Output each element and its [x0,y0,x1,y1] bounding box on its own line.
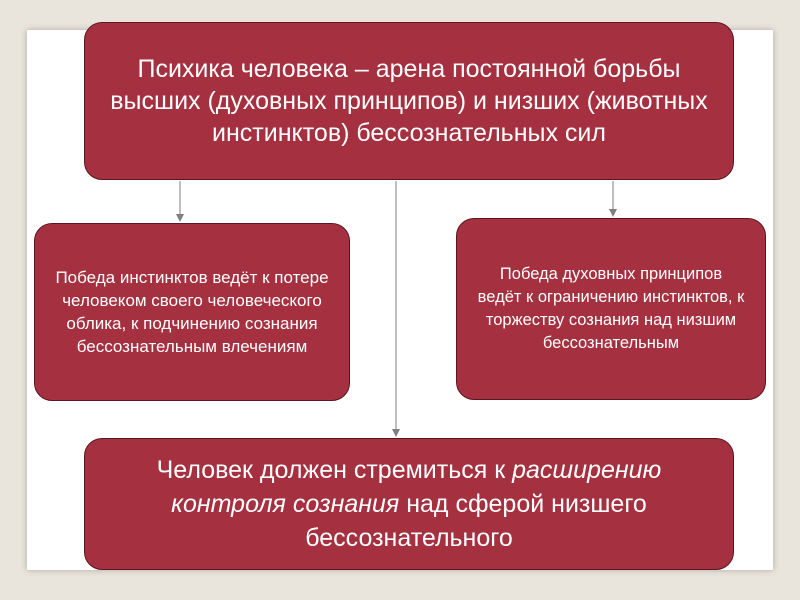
spiritual-victory-box [456,218,766,400]
conclusion-part1: Человек должен стремиться к [156,456,513,484]
conclusion-text [115,453,703,555]
conclusion-box [84,438,734,570]
conclusion-part2: над сферой низшего бессознательного [305,490,647,552]
instincts-victory-box [34,223,350,401]
spiritual-victory-text: Победа духовных принципов ведёт к ограничению инстинктов, к торжеству сознания над низшим бессознательным [477,265,745,352]
top-statement-box [84,22,734,180]
conclusion-emphasis: расширению контроля сознания [171,456,662,518]
top-statement-text: Психика человека – арена постоянной борьбы высших (духовных принципов) и низших (животных инстинктов) бессознательных сил [110,55,708,147]
instincts-victory-text: Победа инстинктов ведёт к потере человеком своего человеческого облика, к подчинению сознания бессознательным влечениям [55,268,329,356]
